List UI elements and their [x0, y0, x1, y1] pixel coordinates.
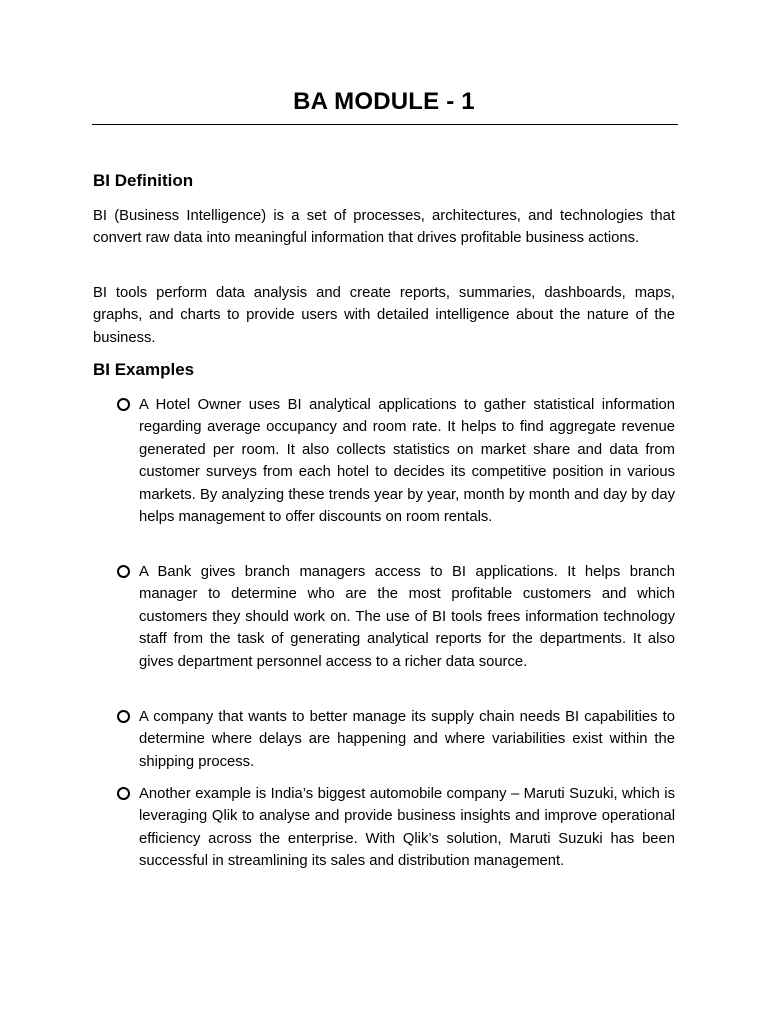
- page-title: BA MODULE - 1: [293, 88, 475, 115]
- list-item-text: Another example is India’s biggest automobile company – Maruti Suzuki, which is leveraging Qlik to analyse and provide business insights and improve operational efficiency across the enterprise. With Qlik’s solution, Maruti Suzuki has been successful in streamlining its sales and distribution management.: [139, 786, 675, 870]
- title-divider: [92, 124, 678, 125]
- circle-bullet-icon: [117, 787, 130, 800]
- section-heading-examples: BI Examples: [93, 360, 195, 379]
- section-heading-definition: BI Definition: [93, 171, 194, 190]
- circle-bullet-icon: [117, 710, 130, 723]
- circle-bullet-icon: [117, 398, 130, 411]
- list-item-text: A company that wants to better manage its supply chain needs BI capabilities to determine where delays are happening and where variabilities exist within the shipping process.: [139, 709, 675, 770]
- definition-paragraph: BI (Business Intelligence) is a set of processes, architectures, and technologies that convert raw data into meaningful information that drives profitable business actions.: [93, 208, 675, 247]
- circle-bullet-icon: [117, 565, 130, 578]
- definition-paragraph: BI tools perform data analysis and create reports, summaries, dashboards, maps, graphs, and charts to provide users with detailed intelligence about the nature of the business.: [93, 285, 675, 346]
- list-item-text: A Bank gives branch managers access to BI applications. It helps branch manager to determine who are the most profitable customers and which customers they should work on. The use of BI tools frees information technology staff from the task of generating analytical reports for the departments. It also gives department personnel access to a richer data source.: [139, 564, 675, 670]
- list-item-text: A Hotel Owner uses BI analytical applications to gather statistical information regarding average occupancy and room rate. It helps to find aggregate revenue generated per room. It also collects statistics on market share and data from customer surveys from each hotel to decides its competitive position in various markets. By analyzing these trends year by year, month by month and day by day helps management to offer discounts on room rentals.: [139, 397, 675, 526]
